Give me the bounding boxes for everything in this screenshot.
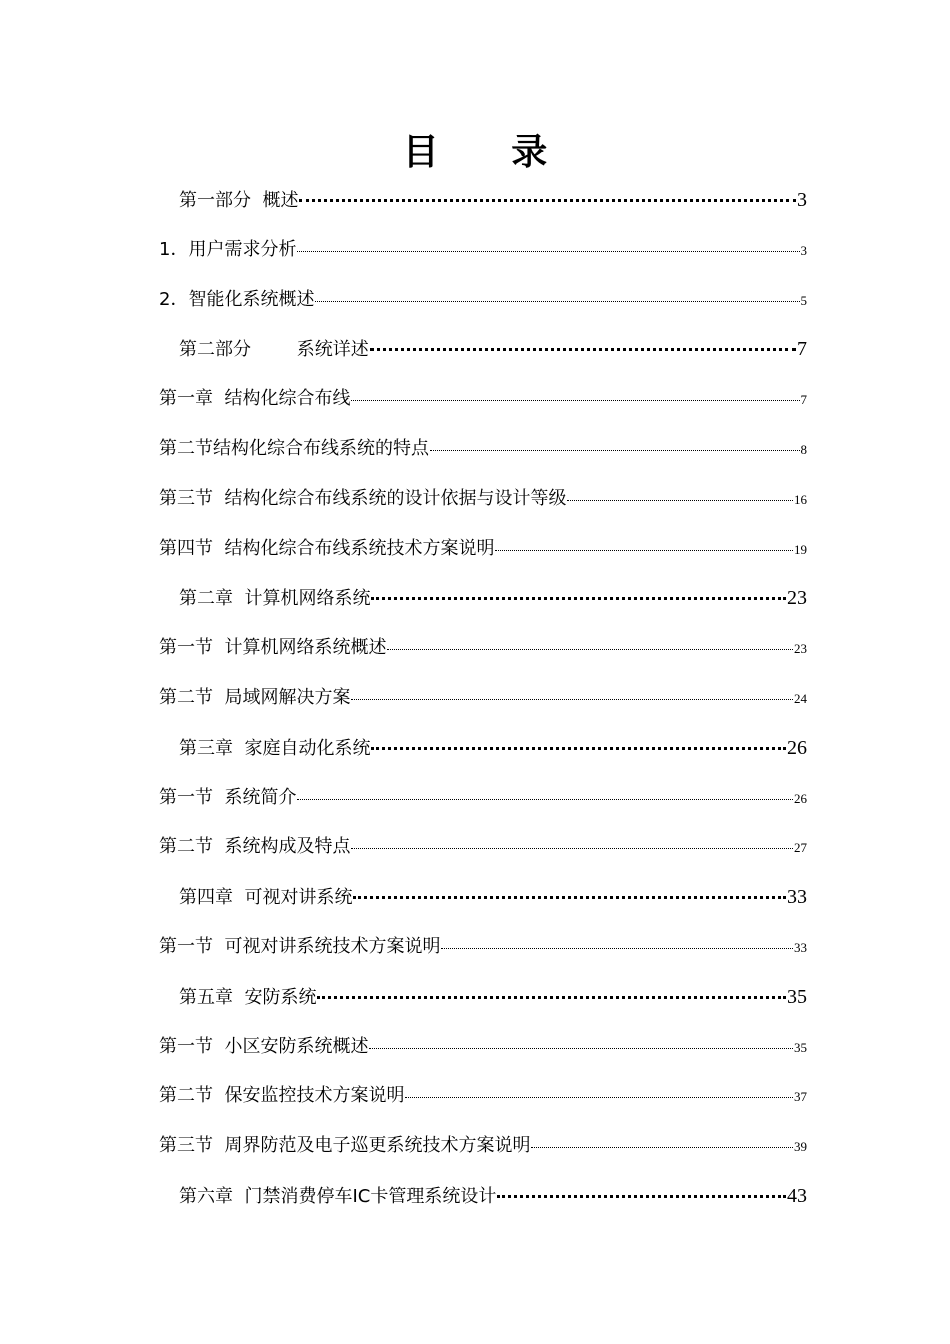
- toc-entry-page-number: 43: [787, 1185, 807, 1207]
- toc-leader-dots: [351, 848, 793, 849]
- toc-leader-dots: [369, 1048, 793, 1049]
- toc-leader-dots: [317, 996, 786, 999]
- toc-entry-page-number: 37: [794, 1089, 807, 1104]
- toc-leader-dots: [370, 348, 796, 351]
- toc-leader-dots: [441, 948, 793, 949]
- toc-entry-label: 第三节 周界防范及电子巡更系统技术方案说明: [159, 1135, 531, 1156]
- toc-entry-page-number: 3: [797, 189, 807, 211]
- toc-leader-dots: [299, 199, 796, 202]
- toc-entry-page-number: 27: [794, 840, 807, 855]
- toc-leader-dots: [351, 699, 793, 700]
- toc-entry-page-number: 23: [794, 641, 807, 656]
- toc-leader-dots: [387, 649, 793, 650]
- toc-entry-label: 第一部分 概述: [179, 190, 299, 211]
- toc-entry-page-number: 26: [787, 737, 807, 759]
- toc-entry-label: 第二节 局域网解决方案: [159, 687, 351, 708]
- toc-leader-dots: [353, 896, 786, 899]
- toc-leader-dots: [497, 1195, 786, 1198]
- toc-entry-label: 第二节结构化综合布线系统的特点: [159, 438, 429, 459]
- toc-entry[interactable]: [159, 529, 807, 569]
- toc-entry[interactable]: [159, 778, 807, 818]
- toc-entry-label: 第一节 系统简介: [159, 787, 297, 808]
- toc-entry-label: 第一节 可视对讲系统技术方案说明: [159, 936, 441, 957]
- toc-entry-label: 第二节 保安监控技术方案说明: [159, 1085, 405, 1106]
- toc-entry-label: 第六章 门禁消费停车IC卡管理系统设计: [179, 1186, 497, 1207]
- toc-entry[interactable]: [159, 1027, 807, 1067]
- toc-entry[interactable]: [179, 977, 807, 1017]
- toc-entry[interactable]: [159, 927, 807, 967]
- toc-entry-label: 1．用户需求分析: [159, 239, 297, 260]
- toc-entry-page-number: 23: [787, 587, 807, 609]
- toc-leader-dots: [567, 500, 793, 501]
- toc-entry-label: 第一节 计算机网络系统概述: [159, 637, 387, 658]
- toc-entry[interactable]: [159, 628, 807, 668]
- toc-entry[interactable]: [179, 877, 807, 917]
- toc-entry[interactable]: [159, 429, 807, 469]
- toc-entry[interactable]: [179, 1176, 807, 1216]
- toc-entry-page-number: 16: [794, 492, 807, 507]
- toc-entry-page-number: 3: [800, 243, 807, 258]
- toc-entry-label: 第三节 结构化综合布线系统的设计依据与设计等级: [159, 488, 567, 509]
- toc-entry-label: 第二章 计算机网络系统: [179, 588, 371, 609]
- toc-entry-page-number: 35: [794, 1040, 807, 1055]
- toc-leader-dots: [405, 1097, 793, 1098]
- toc-entry[interactable]: [179, 180, 807, 220]
- toc-leader-dots: [315, 301, 799, 302]
- toc-entry[interactable]: [159, 678, 807, 718]
- toc-entry-label: 第一节 小区安防系统概述: [159, 1036, 369, 1057]
- toc-entry[interactable]: [179, 329, 807, 369]
- toc-leader-dots: [430, 450, 800, 451]
- toc-leader-dots: [351, 400, 799, 401]
- toc-entry-label: 第四节 结构化综合布线系统技术方案说明: [159, 538, 495, 559]
- toc-entry-page-number: 19: [794, 542, 807, 557]
- toc-entry-label: 第二节 系统构成及特点: [159, 836, 351, 857]
- toc-entry[interactable]: [159, 280, 807, 320]
- toc-leader-dots: [297, 251, 799, 252]
- toc-entry[interactable]: [159, 1126, 807, 1166]
- toc-leader-dots: [371, 597, 786, 600]
- toc-entry[interactable]: [179, 578, 807, 618]
- toc-entry-page-number: 7: [800, 392, 807, 407]
- toc-entry-label: 第二部分 系统详述: [179, 339, 369, 360]
- toc-entry[interactable]: [159, 379, 807, 419]
- toc-entry[interactable]: [159, 479, 807, 519]
- toc-entry[interactable]: [179, 728, 807, 768]
- toc-entry-page-number: 39: [794, 1139, 807, 1154]
- toc-entry-label: 2．智能化系统概述: [159, 289, 315, 310]
- toc-leader-dots: [297, 799, 793, 800]
- toc-entry[interactable]: [159, 1076, 807, 1116]
- toc-entry-label: 第三章 家庭自动化系统: [179, 738, 371, 759]
- toc-entry-page-number: 33: [787, 886, 807, 908]
- toc-entry-page-number: 5: [800, 293, 807, 308]
- toc-entry-page-number: 7: [797, 338, 807, 360]
- toc-entry-page-number: 35: [787, 986, 807, 1008]
- toc-entry-label: 第五章 安防系统: [179, 987, 317, 1008]
- toc-entry-label: 第一章 结构化综合布线: [159, 388, 351, 409]
- toc-leader-dots: [495, 550, 793, 551]
- toc-entry-label: 第四章 可视对讲系统: [179, 887, 353, 908]
- toc-entry-page-number: 8: [800, 442, 807, 457]
- toc-entry-page-number: 24: [794, 691, 807, 706]
- toc-entry-page-number: 33: [794, 940, 807, 955]
- toc-entry-page-number: 26: [794, 791, 807, 806]
- page-title: 目 录: [402, 131, 578, 173]
- toc-leader-dots: [371, 747, 786, 750]
- toc-entry[interactable]: [159, 230, 807, 270]
- toc-entry[interactable]: [159, 827, 807, 867]
- toc-leader-dots: [531, 1147, 793, 1148]
